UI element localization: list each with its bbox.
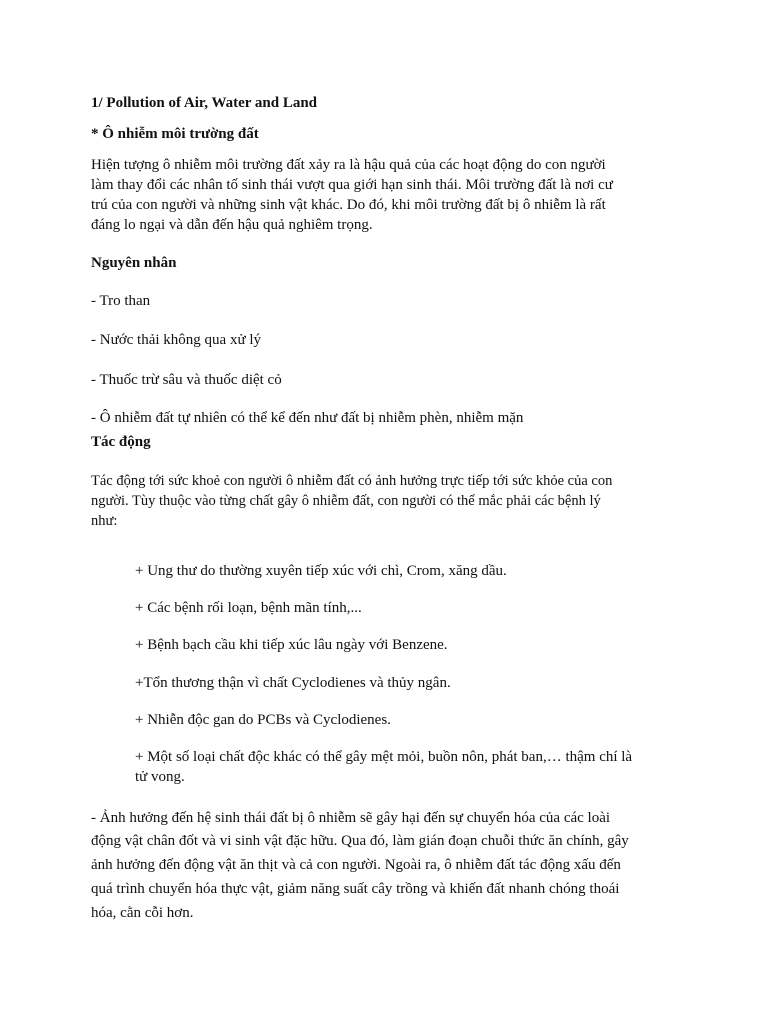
disease-item: + Bệnh bạch cầu khi tiếp xúc lâu ngày với Benzene. [135,637,448,653]
disease-item-last-line: + Một số loại chất độc khác có thể gây mệt mỏi, buồn nôn, phát ban,… thậm chí là [135,749,633,765]
intro-line: trú của con người và những sinh vật khác. Do đó, khi môi trường đất bị ô nhiễm là rất [91,197,606,213]
intro-line: làm thay đổi các nhân tố sinh thái vượt qua giới hạn sinh thái. Môi trường đất là nơi cư [91,177,613,193]
ecosystem-line: động vật chân đốt và vi sinh vật đặc hữu. Qua đó, làm gián đoạn chuỗi thức ăn chính, gây [91,833,629,849]
disease-item: + Các bệnh rối loạn, bệnh mãn tính,... [135,600,362,616]
cause-item: - Ô nhiễm đất tự nhiên có thể kể đến như đất bị nhiễm phèn, nhiễm mặn [91,410,524,426]
effects-intro-line: như: [91,513,118,529]
disease-item: +Tổn thương thận vì chất Cyclodienes và thủy ngân. [135,675,451,691]
disease-item-last-line: tử vong. [135,769,185,785]
causes-heading: Nguyên nhân [91,255,177,271]
section-subheading: * Ô nhiễm môi trường đất [91,126,259,142]
ecosystem-line: ảnh hưởng đến động vật ăn thịt và cả con người. Ngoài ra, ô nhiễm đất tác động xấu đến [91,857,621,873]
disease-item: + Nhiễn độc gan do PCBs và Cyclodienes. [135,712,391,728]
intro-line: đáng lo ngại và dẫn đến hậu quả nghiêm trọng. [91,217,373,233]
intro-line: Hiện tượng ô nhiễm môi trường đất xảy ra là hậu quả của các hoạt động do con người [91,157,606,173]
ecosystem-line: - Ảnh hưởng đến hệ sinh thái đất bị ô nhiễm sẽ gây hại đến sự chuyển hóa của các loài [91,810,611,826]
cause-item: - Nước thải không qua xử lý [91,332,261,348]
cause-item: - Thuốc trừ sâu và thuốc diệt cỏ [91,372,282,388]
disease-item: + Ung thư do thường xuyên tiếp xúc với chì, Crom, xăng dầu. [135,563,507,579]
cause-item: - Tro than [91,293,151,309]
effects-heading: Tác động [91,434,151,450]
ecosystem-line: quá trình chuyển hóa thực vật, giảm năng suất cây trồng và khiến đất nhanh chóng thoái [91,881,620,897]
effects-intro-line: Tác động tới sức khoẻ con người ô nhiễm đất có ảnh hưởng trực tiếp tới sức khỏe của con [91,473,613,489]
effects-intro-line: người. Tùy thuộc vào từng chất gây ô nhiễm đất, con người có thể mắc phải các bệnh lý [91,493,601,509]
document-title: 1/ Pollution of Air, Water and Land [91,95,318,111]
ecosystem-line: hóa, cằn cỗi hơn. [91,905,194,921]
